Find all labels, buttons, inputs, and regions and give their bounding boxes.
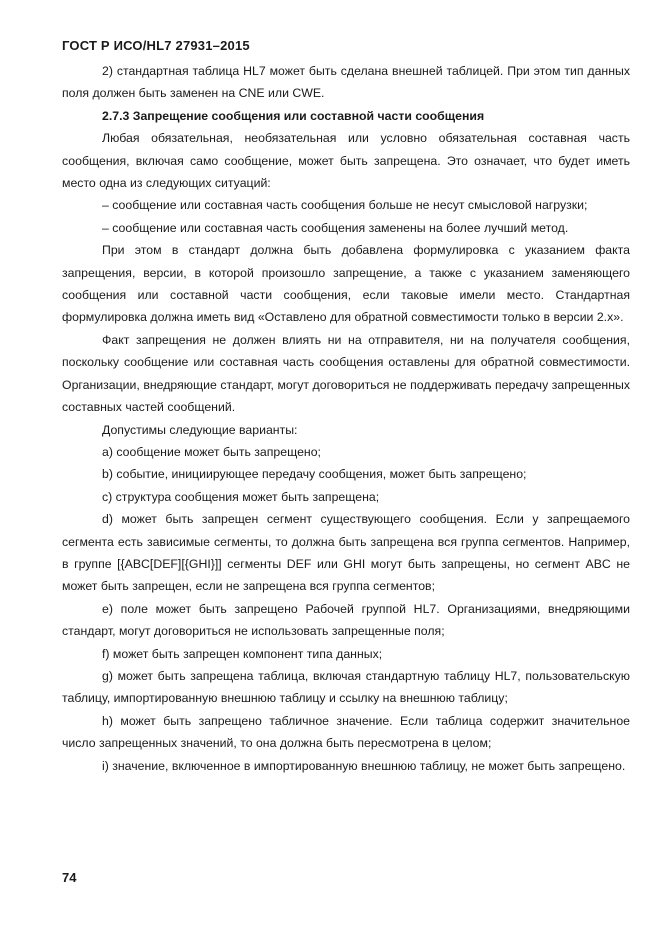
list-item-h: h) может быть запрещено табличное значение. Если таблица содержит значительное число запрещенных значений, то она должна быть пересмотрена в целом;	[62, 713, 630, 751]
list-item-i: i) значение, включенное в импортированную внешнюю таблицу, не может быть запрещено.	[102, 758, 626, 773]
list-item-c: c) структура сообщения может быть запрещена;	[102, 489, 380, 504]
list-item-d: d) может быть запрещен сегмент существующего сообщения. Если у запрещаемого сегмента есть зависимые сегменты, то должна быть запрещена вся группа сегментов. Например, в группе [{ABC[DEF][{GHI}]] сегменты DEF или GHI могут быть запрещены, но сегмент ABC не может быть запрещен, если не запрещена вся группа сегментов;	[62, 512, 630, 594]
list-item-b: b) событие, инициирующее передачу сообщения, может быть запрещено;	[102, 467, 527, 482]
paragraph-options-intro: Допустимы следующие варианты:	[102, 422, 298, 437]
list-item-g: g) может быть запрещена таблица, включая стандартную таблицу HL7, пользовательскую таблицу, импортированную внешнюю таблицу и ссылку на внешнюю таблицу;	[62, 668, 630, 706]
dash-item-1: – сообщение или составная часть сообщения больше не несут смысловой нагрузки;	[102, 198, 588, 213]
dash-item-2: – сообщение или составная часть сообщения заменены на более лучший метод.	[102, 220, 569, 235]
paragraph-intro: Любая обязательная, необязательная или условно обязательная составная часть сообщения, включая само сообщение, может быть запрещена. Это означает, что будет иметь место одна из следующих ситуаций:	[62, 131, 630, 191]
page-number: 74	[62, 870, 77, 885]
list-item-e: e) поле может быть запрещено Рабочей группой HL7. Организациями, внедряющими стандарт, могут договориться не использовать запрещенные поля;	[62, 601, 630, 639]
document-header: ГОСТ Р ИСО/HL7 27931–2015	[62, 38, 250, 53]
paragraph-deprecation-effect: Факт запрещения не должен влиять ни на отправителя, ни на получателя сообщения, поскольку сообщение или составная часть сообщения оставлены для обратной совместимости. Организации, внедряющие стандарт, могут договориться не поддерживать передачу запрещенных составных частей сообщений.	[62, 332, 630, 415]
paragraph-table-note: 2) стандартная таблица HL7 может быть сделана внешней таблицей. При этом тип данных поля должен быть заменен на CNE или CWE.	[62, 64, 630, 101]
list-item-f: f) может быть запрещен компонент типа данных;	[102, 646, 383, 661]
list-item-a: a) сообщение может быть запрещено;	[102, 444, 321, 459]
section-heading: 2.7.3 Запрещение сообщения или составной части сообщения	[102, 108, 485, 123]
document-body	[62, 60, 630, 777]
paragraph-standard-wording: При этом в стандарт должна быть добавлена формулировка с указанием факта запрещения, версии, в которой произошло запрещение, а также с указанием заменяющего сообщения или составной части сообщения, если таковые имели место. Стандартная формулировка должна иметь вид «Оставлено для обратной совместимости только в версии 2.x».	[62, 243, 630, 325]
